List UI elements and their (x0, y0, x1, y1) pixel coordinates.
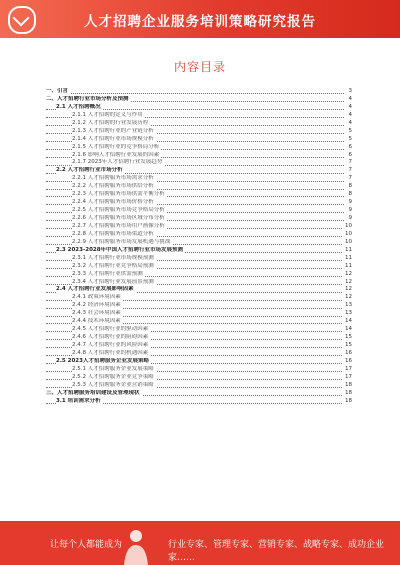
toc-entry[interactable] (46, 167, 352, 175)
toc-page-number: 11 (345, 254, 352, 261)
toc-entry[interactable] (46, 104, 352, 112)
toc-entry-text: 2.1.7 2023年人才招聘行业发展趋势 (72, 159, 163, 166)
toc-page-number: 11 (345, 246, 352, 253)
toc-entry-text: 2.3.1 人才招聘行业市场规模预测 (72, 254, 154, 261)
toc-entry-text: 2.3 2023-2028年中国人才招聘行业市场发展预测 (56, 246, 184, 253)
toc-entry[interactable] (46, 96, 352, 104)
toc-entry-text: 2.4.5 人才招聘行业的驱动因素 (72, 326, 149, 333)
toc-entry[interactable] (46, 88, 352, 96)
toc-entry-text: 2.4.6 人才招聘行业的阻碍因素 (72, 334, 149, 341)
toc-entry-text: 2.2.8 人才招聘服务市场渠道分析 (72, 230, 154, 237)
header-banner (0, 0, 400, 38)
toc-entry-text: 2.4.1 政策环境因素 (72, 294, 121, 301)
toc-entry-text: 2.4.8 人才招聘行业的机遇因素 (72, 349, 149, 356)
toc-page-number: 10 (345, 238, 352, 245)
toc-page-number: 6 (348, 151, 352, 158)
toc-entry-text: 2.2.7 人才招聘服务市场用户画像分析 (72, 222, 165, 229)
toc-entry[interactable] (46, 382, 352, 390)
toc-entry[interactable] (46, 255, 352, 263)
toc-page-number: 15 (345, 342, 352, 348)
toc-page-number: 7 (348, 167, 352, 174)
toc-entry[interactable] (46, 279, 352, 287)
toc-entry[interactable] (46, 159, 352, 167)
toc-page-number: 11 (345, 262, 352, 269)
toc-page-number: 3 (348, 88, 352, 94)
toc-page-number: 4 (348, 111, 352, 118)
toc-entry-text: 2.5.2 人才招聘服务企业竞争策略 (72, 373, 154, 380)
document-title: 人才招聘企业服务培训策略研究报告 (84, 14, 316, 30)
toc-entry-text: 2.2.4 人才招聘服务市场价格分析 (72, 199, 154, 206)
toc-entry-text: 2.1 人才招聘概况 (56, 103, 101, 110)
toc-title: 内容目录 (173, 60, 226, 74)
toc-entry-text: 2.1.2 人才招聘的行业发展历程 (72, 119, 149, 126)
toc-page-number: 18 (345, 381, 352, 388)
toc-entry-text: 2.1.1 人才招聘的定义与作用 (72, 111, 143, 118)
toc-entry-text: 2.2.5 人才招聘服务市场竞争格局分析 (72, 207, 165, 214)
toc-entry-text: 2.5 2023人才招聘服务企业发展策略 (56, 357, 149, 364)
toc-page-number: 16 (345, 349, 352, 356)
toc-page-number: 5 (348, 127, 352, 134)
toc-entry[interactable] (46, 247, 352, 255)
toc-page-number: 7 (348, 175, 352, 182)
toc-page-number: 5 (348, 135, 352, 142)
toc-entry[interactable] (46, 231, 352, 239)
toc-page-number: 14 (345, 326, 352, 333)
toc-page-number: 12 (345, 278, 352, 285)
toc-entry[interactable] (46, 144, 352, 152)
toc-entry-text: 三、人才招聘服务培训建设及管理现状 (46, 389, 140, 396)
toc-entry-text: 2.2.6 人才招聘服务市场区域分布分析 (72, 215, 165, 221)
toc-entry[interactable] (46, 175, 352, 183)
toc-entry[interactable] (46, 112, 352, 120)
toc-page-number: 8 (348, 183, 352, 190)
toc-entry[interactable] (46, 263, 352, 271)
toc-entry[interactable] (46, 152, 352, 160)
toc-entry-text: 2.3.4 人才招聘行业发展前景预测 (72, 278, 154, 285)
toc-entry[interactable] (46, 294, 352, 302)
toc-leader-dots (46, 93, 344, 94)
toc-page-number: 10 (345, 222, 352, 229)
toc-entry[interactable] (46, 199, 352, 207)
toc-page-number: 15 (345, 334, 352, 341)
toc-entry-text: 2.3.2 人才招聘行业竞争格局预测 (72, 262, 154, 269)
toc-entry-text: 2.1.4 人才招聘行业市场规模分析 (72, 135, 154, 142)
toc-entry[interactable] (46, 207, 352, 215)
toc-entry[interactable] (46, 191, 352, 199)
toc-entry[interactable] (46, 239, 352, 247)
toc-page-number: 9 (348, 207, 352, 214)
toc-entry-text: 2.4.4 技术环境因素 (72, 318, 121, 325)
toc-page-number: 4 (348, 95, 352, 102)
toc-entry[interactable] (46, 374, 352, 382)
toc-entry[interactable] (46, 366, 352, 374)
toc-page-number: 10 (345, 230, 352, 237)
toc-entry[interactable] (46, 334, 352, 342)
toc-entry[interactable] (46, 183, 352, 191)
toc-entry[interactable] (46, 215, 352, 223)
toc-entry[interactable] (46, 342, 352, 350)
toc-page-number: 16 (345, 357, 352, 364)
toc-entry-text: 2.4.2 经济环境因素 (72, 302, 121, 309)
toc-entry-text: 3.1 培训需求分析 (56, 397, 101, 404)
toc-entry-text: 2.2.3 人才招聘服务市场供需平衡分析 (72, 191, 165, 198)
footer-roles: 行业专家、管理专家、营销专家、战略专家、成功企业家…… (168, 540, 385, 563)
toc-entry-text: 2.1.5 人才招聘行业的竞争格局分析 (72, 143, 160, 150)
toc-entry-text: 2.3.3 人才招聘行业供需预测 (72, 270, 143, 277)
toc-page-number: 17 (345, 365, 352, 372)
toc-page-number: 7 (348, 159, 352, 166)
toc-page-number: 12 (345, 294, 352, 301)
toc-entry[interactable] (46, 286, 352, 294)
toc-entry[interactable] (46, 390, 352, 398)
toc-page-number: 12 (345, 286, 352, 293)
toc-entry-text: 2.4.7 人才招聘行业的风险因素 (72, 342, 149, 348)
toc-page-number: 4 (348, 103, 352, 110)
toc-entry[interactable] (46, 310, 352, 318)
toc-entry[interactable] (46, 358, 352, 366)
toc-entry[interactable] (46, 128, 352, 136)
footer-slogan: 让每个人都能成为 (50, 540, 123, 550)
toc-entry[interactable] (46, 326, 352, 334)
toc-entry-text: 2.1.3 人才招聘行业的产业链分析 (72, 127, 154, 134)
toc-entry[interactable] (46, 398, 352, 406)
toc-entry[interactable] (46, 350, 352, 358)
person-icon (118, 527, 154, 565)
toc-entry-text: 2.2.2 人才招聘服务市场供给分析 (72, 183, 154, 190)
toc-entry[interactable] (46, 136, 352, 144)
toc-page-number: 6 (348, 143, 352, 150)
toc-page-number: 18 (345, 389, 352, 396)
toc-page-number: 18 (345, 397, 352, 404)
toc-page-number: 9 (348, 199, 352, 206)
toc-page-number: 13 (345, 302, 352, 309)
toc-page-number: 4 (348, 119, 352, 126)
toc-page-number: 9 (348, 215, 352, 221)
table-of-contents (46, 88, 352, 406)
toc-entry-text: 2.1.6 影响人才招聘行业发展的因素 (72, 151, 160, 158)
toc-entry[interactable] (46, 120, 352, 128)
toc-entry[interactable] (46, 271, 352, 279)
toc-entry-text: 2.4 人才招聘行业发展影响因素 (56, 286, 134, 293)
toc-page-number: 17 (345, 373, 352, 380)
toc-entry-text: 一、引言 (46, 88, 69, 94)
footer-banner (0, 521, 400, 565)
toc-page-number: 14 (345, 318, 352, 325)
toc-entry-text: 2.5.1 人才招聘服务企业发展策略 (72, 365, 154, 372)
toc-entry-text: 2.2 人才招聘行业市场分析 (56, 167, 123, 174)
toc-entry-text: 二、人才招聘行业市场分析及预测 (46, 95, 129, 102)
toc-page-number: 13 (345, 310, 352, 317)
toc-entry-text: 2.2.1 人才招聘服务市场需求分析 (72, 175, 154, 182)
toc-entry[interactable] (46, 223, 352, 231)
toc-page-number: 8 (348, 191, 352, 198)
toc-entry[interactable] (46, 318, 352, 326)
toc-entry[interactable] (46, 302, 352, 310)
toc-entry-text: 2.4.3 社会环境因素 (72, 310, 121, 317)
toc-entry-text: 2.5.3 人才招聘服务企业营销策略 (72, 381, 154, 388)
toc-page-number: 12 (345, 270, 352, 277)
toc-entry-text: 2.2.9 人才招聘服务市场发展机遇与挑战 (72, 238, 171, 245)
